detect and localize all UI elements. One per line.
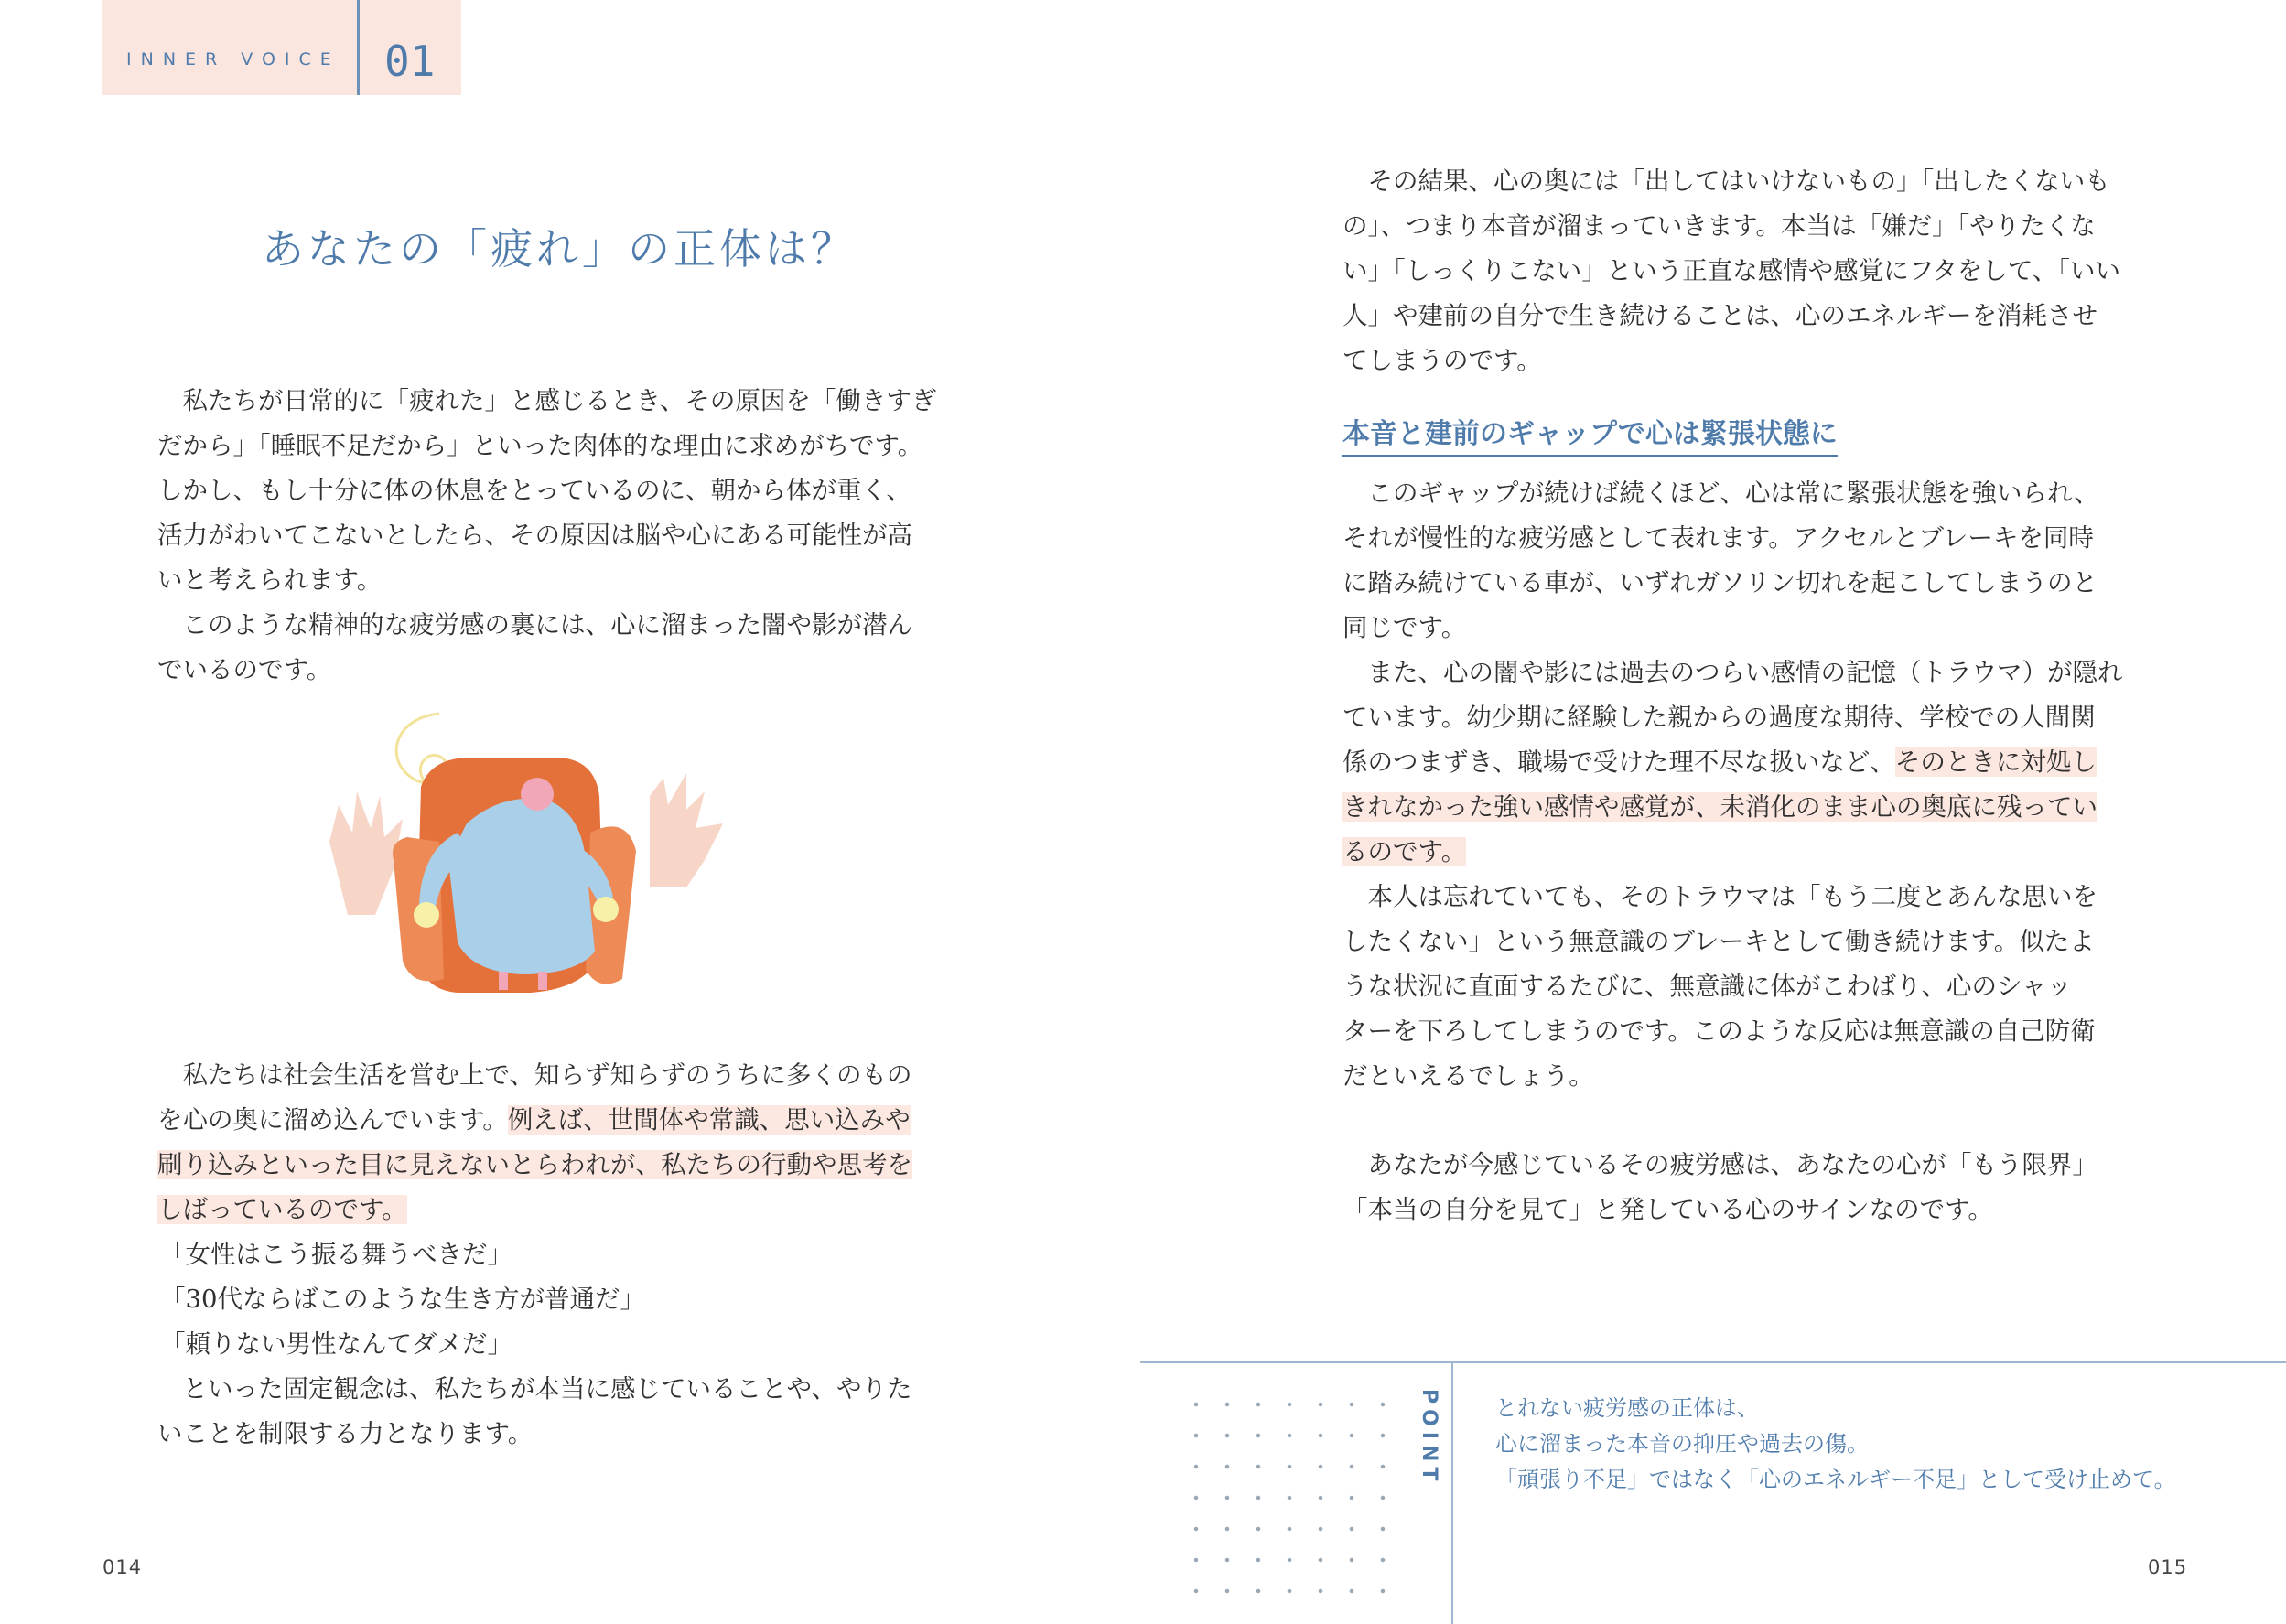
left-paragraph-1	[157, 379, 936, 693]
text-line	[157, 1188, 912, 1232]
right-paragraph-5	[1342, 1143, 2097, 1232]
point-divider-vertical	[1451, 1361, 1453, 1624]
text-line: てしまうのです。	[1342, 346, 1542, 375]
left-paragraph-3	[157, 1367, 911, 1457]
point-line: 心に溜まった本音の抑圧や過去の傷。	[1495, 1431, 1869, 1457]
highlighted-text: しばっているのです。	[157, 1195, 407, 1224]
text-line: ターを下ろしてしまうのです。このような反応は無意識の自己防衛	[1342, 1016, 2096, 1046]
text-line: したくない」という無意識のブレーキとして働き続けます。似たよ	[1342, 927, 2095, 956]
text-line	[157, 1143, 912, 1188]
text-line	[1342, 830, 2123, 875]
chapter-label: INNER VOICE	[126, 49, 340, 70]
text-line: に踏み続けている車が、いずれガソリン切れを起こしてしまうのと	[1342, 568, 2097, 597]
text-segment: を心の奥に溜め込んでいます。	[157, 1105, 508, 1135]
text-line: ています。幼少期に経験した親からの過度な期待、学校での人間関	[1342, 703, 2096, 732]
text-line: 私たちが日常的に「疲れた」と感じるとき、その原因を「働きすぎ	[157, 386, 937, 415]
point-label: POINT	[1418, 1389, 1440, 1487]
left-paragraph-2	[157, 1053, 912, 1232]
section-subheading: 本音と建前のギャップで心は緊張状態に	[1342, 411, 1838, 457]
quote-item: 「女性はこう振る舞うべきだ」	[160, 1240, 512, 1269]
text-line: だから」「睡眠不足だから」といった肉体的な理由に求めがちです。	[157, 431, 923, 460]
text-line: だといえるでしょう。	[1342, 1061, 1594, 1091]
text-line: 同じです。	[1342, 613, 1467, 642]
quote-list	[160, 1232, 645, 1367]
quote-item: 「30代ならばこのような生き方が普通だ」	[160, 1285, 645, 1314]
tired-person-illustration	[320, 704, 760, 1006]
point-line: とれない疲労感の正体は、	[1495, 1395, 1759, 1421]
text-line: といった固定観念は、私たちが本当に感じていることや、やりた	[157, 1374, 912, 1404]
text-line: このような精神的な疲労感の裏には、心に溜まった闇や影が潜ん	[157, 610, 912, 640]
text-line: それが慢性的な疲労感として表れます。アクセルとブレーキを同時	[1342, 523, 2094, 553]
chapter-number: 01	[384, 37, 436, 86]
text-line: また、心の闇や影には過去のつらい感情の記憶（トラウマ）が隠れ	[1342, 658, 2123, 687]
dot-pattern	[1181, 1389, 1400, 1618]
page-title: あなたの「疲れ」の正体は？	[262, 224, 857, 274]
point-summary	[1495, 1391, 2176, 1498]
text-line: 活力がわいてこないとしたら、その原因は脳や心にある可能性が高	[157, 521, 912, 550]
highlighted-text: 例えば、世間体や常識、思い込みや	[507, 1105, 911, 1135]
text-line: 「本当の自分を見て」と発している心のサインなのです。	[1342, 1195, 1993, 1224]
text-line	[1342, 785, 2123, 830]
text-line: 私たちは社会生活を営む上で、知らず知らずのうちに多くのもの	[157, 1060, 912, 1090]
right-paragraph-2	[1342, 471, 2123, 1099]
text-line	[1342, 740, 2123, 785]
right-paragraph-1	[1342, 159, 2120, 383]
text-line: 本人は忘れていても、そのトラウマは「もう二度とあんな思いを	[1342, 882, 2097, 911]
point-divider-top	[1140, 1361, 2286, 1363]
highlighted-text: そのときに対処し	[1894, 747, 2097, 777]
page-number-left: 014	[102, 1556, 143, 1578]
text-line: い」「しっくりこない」という正直な感情や感覚にフタをして、「いい	[1342, 256, 2121, 285]
text-line: このギャップが続けば続くほど、心は常に緊張状態を強いられ、	[1342, 479, 2099, 508]
highlighted-text: るのです。	[1342, 837, 1467, 866]
quote-item: 「頼りない男性なんてダメだ」	[160, 1329, 512, 1359]
point-line: 「頑張り不足」ではなく「心のエネルギー不足」として受け止めて。	[1495, 1467, 2176, 1492]
text-line: でいるのです。	[157, 655, 332, 684]
text-line: その結果、心の奥には「出してはいけないもの」「出したくないも	[1342, 167, 2110, 196]
point-box	[1140, 1361, 2286, 1624]
text-line: あなたが今感じているその疲労感は、あなたの心が「もう限界」	[1342, 1150, 2097, 1179]
page-number-right: 015	[2148, 1556, 2188, 1578]
text-line: 人」や建前の自分で生き続けることは、心のエネルギーを消耗させ	[1342, 301, 2097, 330]
text-line	[157, 1098, 912, 1143]
text-line: しかし、もし十分に体の休息をとっているのに、朝から体が重く、	[157, 476, 911, 505]
text-line: いと考えられます。	[157, 565, 383, 595]
highlighted-text: きれなかった強い感情や感覚が、未消化のまま心の奥底に残ってい	[1342, 792, 2097, 822]
text-line: の」、つまり本音が溜まっていきます。本当は「嫌だ」「やりたくな	[1342, 211, 2096, 241]
text-line: うな状況に直面するたびに、無意識に体がこわばり、心のシャッ	[1342, 972, 2072, 1001]
text-segment: 係のつまずき、職場で受けた理不尽な扱いなど、	[1342, 747, 1895, 777]
text-line: いことを制限する力となります。	[157, 1419, 534, 1448]
chapter-divider	[357, 0, 360, 95]
highlighted-text: 刷り込みといった目に見えないとらわれが、私たちの行動や思考を	[157, 1150, 912, 1179]
